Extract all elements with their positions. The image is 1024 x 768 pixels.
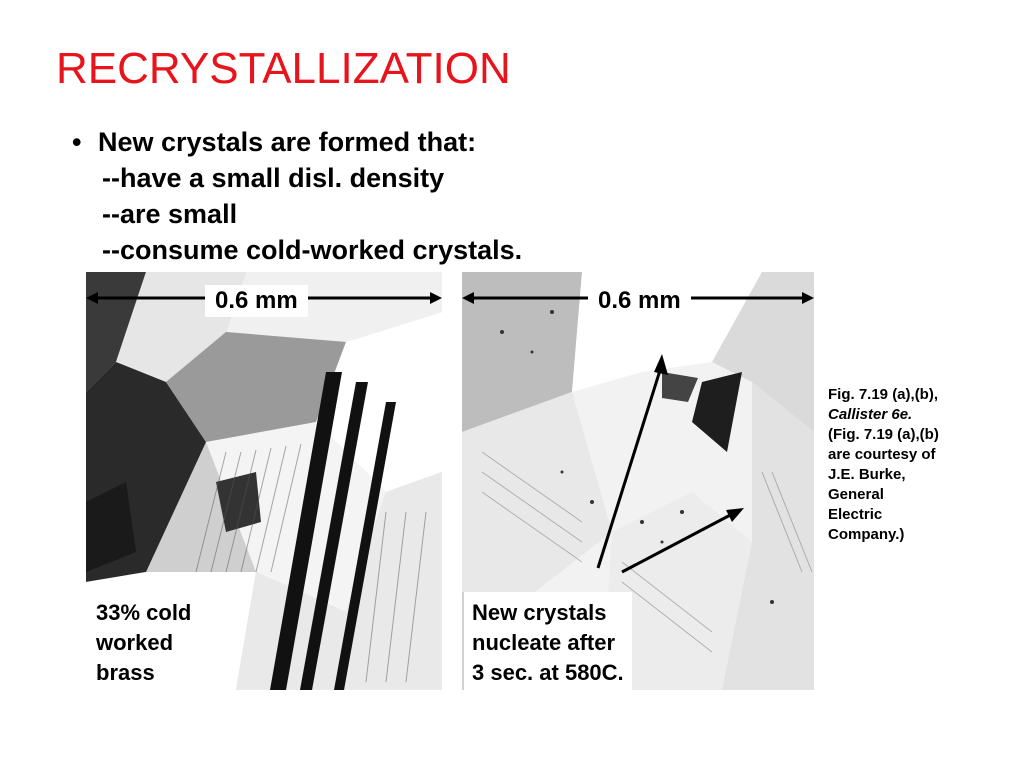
sub-item-2: --are small <box>102 199 238 229</box>
fig-note-line-1: Fig. 7.19 (a),(b), <box>828 386 939 403</box>
caption-left-line-1: 33% cold <box>96 600 192 625</box>
caption-right-line-1: New crystals <box>472 600 607 625</box>
caption-right <box>464 592 632 694</box>
bullet-main-text: New crystals are formed that: <box>98 127 477 157</box>
scale-label-right: 0.6 mm <box>588 285 691 317</box>
caption-right-line-2: nucleate after <box>472 630 616 655</box>
fig-note-line-2: Callister 6e. <box>828 406 913 423</box>
bullet-dot-icon: • <box>72 127 82 157</box>
caption-left-line-3: brass <box>96 660 155 685</box>
scale-label-left: 0.6 mm <box>205 285 308 317</box>
fig-note-line-8: Company.) <box>828 526 905 543</box>
caption-left-line-2: worked <box>96 630 174 655</box>
figure-source-note <box>828 385 978 545</box>
sub-item-1: --have a small disl. density <box>102 163 445 193</box>
bullet-list <box>72 124 522 268</box>
fig-note-line-7: Electric <box>828 506 883 523</box>
caption-left <box>88 592 199 694</box>
fig-note-line-4: are courtesy of <box>828 446 936 463</box>
fig-note-line-3: (Fig. 7.19 (a),(b) <box>828 426 939 443</box>
slide-title: RECRYSTALLIZATION <box>56 44 511 93</box>
fig-note-line-5: J.E. Burke, <box>828 466 906 483</box>
fig-note-line-6: General <box>828 486 884 503</box>
bullet-item <box>72 124 522 160</box>
caption-right-line-3: 3 sec. at 580C. <box>472 660 624 685</box>
sub-item-3: --consume cold-worked crystals. <box>102 235 523 265</box>
